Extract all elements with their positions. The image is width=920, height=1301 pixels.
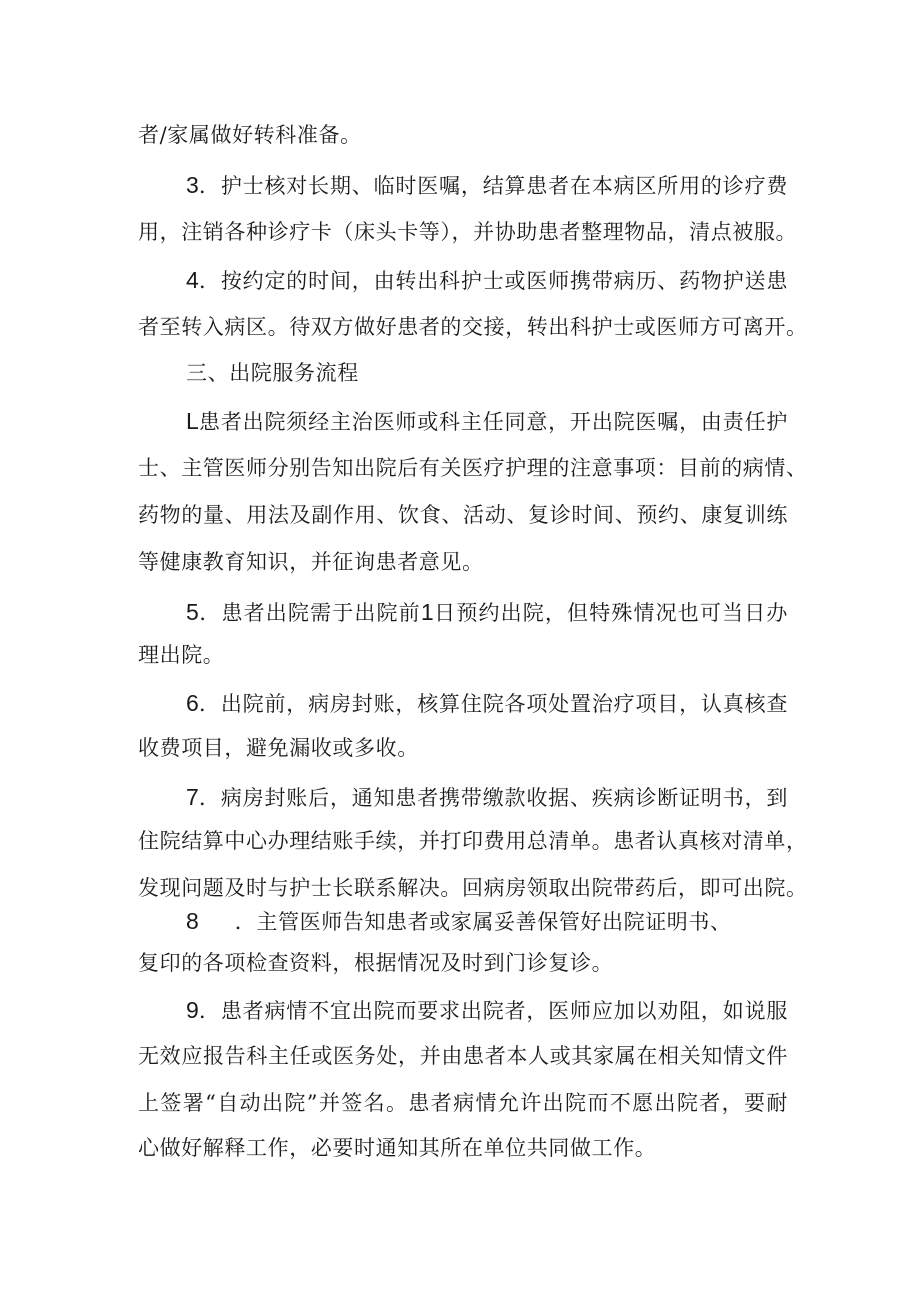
text: ．病房封账后，通知患者携带缴款收据、疾病诊断证明书，到 [198, 786, 788, 810]
text: 收费项目，避免漏收或多收。 [138, 736, 419, 760]
paragraph-line [186, 782, 788, 813]
text: 心做好解释工作，必要时通知其所在单位共同做工作。 [138, 1136, 657, 1160]
paragraph-line [138, 312, 808, 342]
item-number: 9 [186, 997, 199, 1023]
paragraph-line [186, 170, 788, 201]
item-number: 3 [186, 172, 199, 198]
paragraph-line [186, 597, 788, 628]
text: 者至转入病区。待双方做好患者的交接，转出科护士或医师方可离开。 [138, 315, 808, 339]
paragraph-line [138, 217, 798, 247]
text: 患者出院须经主治医师或科主任同意，开出院医嘱，由责任护 [198, 410, 788, 434]
paragraph-line [186, 995, 788, 1026]
paragraph-line [186, 406, 788, 437]
item-number: 5 [186, 599, 199, 625]
text: ．主管医师告知患者或家属妥善保管好出院证明书、 [234, 910, 732, 934]
paragraph-line [138, 1133, 788, 1163]
text: 用，注销各种诊疗卡（床头卡等），并协助患者整理物品，清点被服。 [138, 220, 798, 244]
text: 等健康教育知识，并征询患者意见。 [138, 550, 484, 574]
paragraph-line [138, 453, 808, 483]
paragraph-line [138, 873, 808, 903]
paragraph-line [138, 547, 788, 577]
text: ．患者出院需于出院前 [198, 601, 421, 625]
text: 理出院。 [138, 643, 225, 667]
heading-text: 三、出院服务流程 [186, 361, 359, 385]
paragraph-line [138, 640, 788, 670]
paragraph-line [138, 948, 788, 978]
paragraph-line [138, 500, 788, 530]
text: ．出院前，病房封账，核算住院各项处置治疗项目，认真核查 [198, 692, 788, 716]
section-heading [186, 358, 836, 388]
text: ．按约定的时间，由转出科护士或医师携带病历、药物护送患 [198, 269, 788, 293]
text: 无效应报告科主任或医务处，并由患者本人或其家属在相关知情文件 [138, 1044, 788, 1068]
paragraph-line [138, 120, 788, 150]
paragraph-line [186, 906, 836, 937]
item-number: 6 [186, 690, 199, 716]
text: 日预约出院，但特殊情况也可当日办 [433, 601, 788, 625]
text: 发现问题及时与护士长联系解决。回病房领取出院带药后，即可出院。 [138, 876, 808, 900]
item-number: L [186, 408, 199, 434]
text: 者/家属做好转科准备。 [138, 123, 362, 147]
day-number: 1 [420, 599, 434, 625]
paragraph-line [138, 733, 788, 763]
item-number: 4 [186, 267, 199, 293]
paragraph-line [138, 826, 808, 856]
paragraph-line [138, 1041, 788, 1071]
text: ．患者病情不宜出院而要求出院者，医师应加以劝阻，如说服 [198, 999, 788, 1023]
paragraph-line [138, 1088, 788, 1118]
text: 上签署“自动出院”并签名。患者病情允许出院而不愿出院者，要耐 [138, 1091, 788, 1115]
paragraph-line [186, 688, 788, 719]
item-number: 7 [186, 784, 199, 810]
item-number: 8 [186, 908, 199, 934]
text: ．护士核对长期、临时医嘱，结算患者在本病区所用的诊疗费 [198, 174, 788, 198]
text: 住院结算中心办理结账手续，并打印费用总清单。患者认真核对清单， [138, 829, 808, 853]
paragraph-line [186, 265, 788, 296]
text: 药物的量、用法及副作用、饮食、活动、复诊时间、预约、康复训练 [138, 503, 788, 527]
text: 复印的各项检查资料，根据情况及时到门诊复诊。 [138, 951, 614, 975]
text: 士、主管医师分别告知出院后有关医疗护理的注意事项：目前的病情、 [138, 456, 808, 480]
